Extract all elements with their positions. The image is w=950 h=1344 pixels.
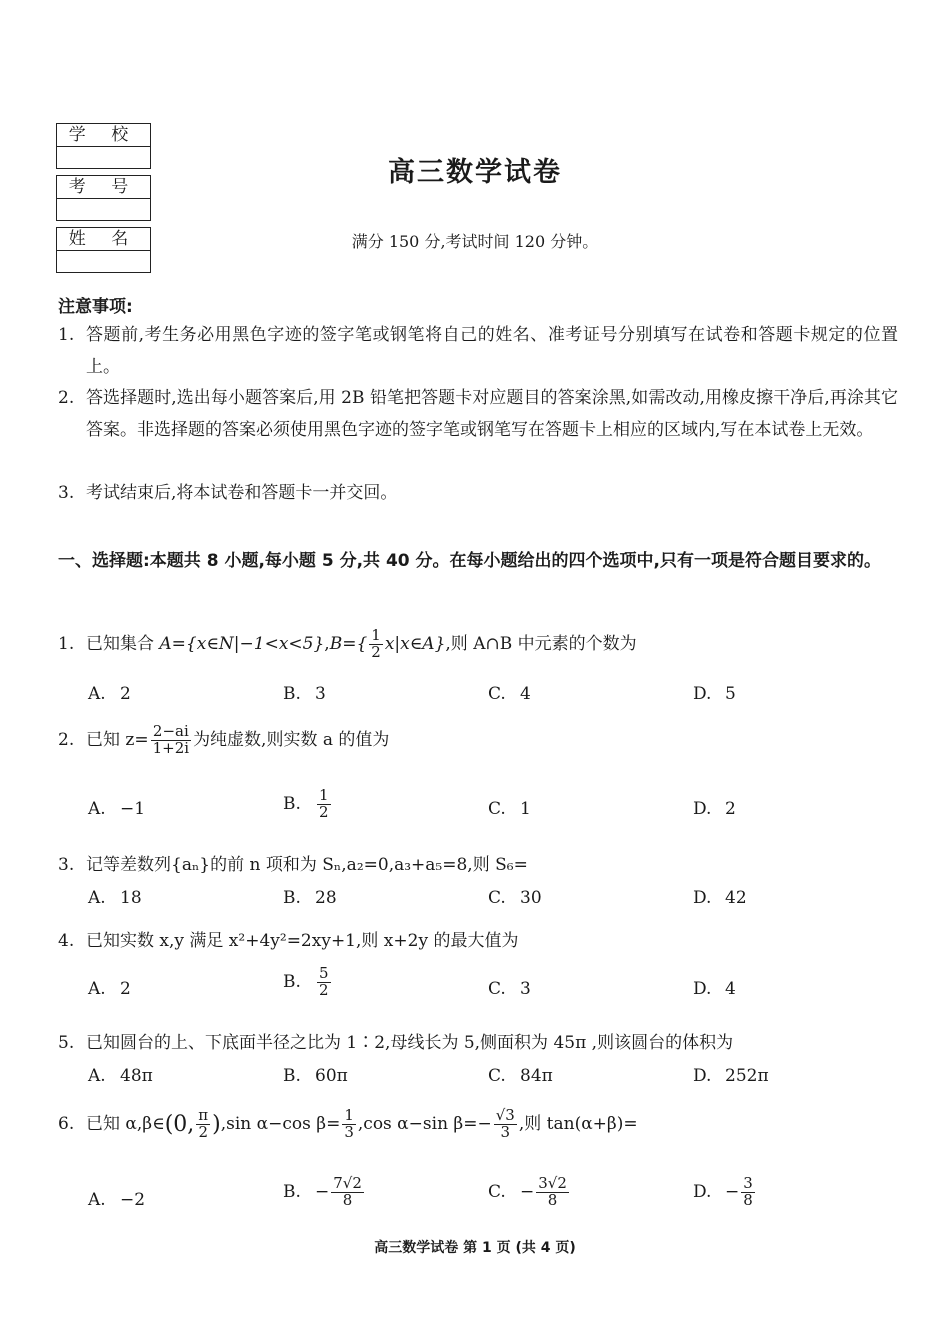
fraction-numerator: 1	[344, 1106, 354, 1124]
option-letter: B.	[283, 971, 301, 992]
option-b	[283, 1176, 366, 1209]
option-d	[693, 1066, 769, 1086]
option-c	[488, 684, 531, 704]
question-number: 4.	[58, 931, 75, 951]
fraction-denominator: 2	[198, 1122, 208, 1141]
note-number: 1.	[58, 325, 75, 345]
option-letter: C.	[488, 888, 506, 908]
fraction	[741, 1176, 755, 1209]
option-a	[88, 684, 131, 704]
fraction-denominator: 1+2i	[152, 738, 190, 757]
option-letter: A.	[88, 888, 106, 908]
option-sign: −	[315, 1181, 330, 1202]
option-letter: B.	[283, 684, 301, 704]
fraction-numerator: √3	[495, 1106, 515, 1124]
exam-number-label: 考 号	[57, 176, 150, 199]
option-letter: A.	[88, 799, 106, 819]
option-letter: A.	[88, 1066, 106, 1086]
option-d	[693, 1176, 757, 1209]
fraction	[494, 1108, 517, 1141]
option-value: 2	[725, 799, 736, 819]
fraction-numerator: 1	[371, 626, 381, 644]
question-2	[58, 724, 389, 757]
option-value: 28	[315, 888, 337, 908]
set-a: A={x∈N|−1<x<5}	[159, 633, 325, 654]
question-number: 6.	[58, 1113, 75, 1134]
option-a	[88, 799, 145, 819]
fraction-denominator: 8	[342, 1190, 353, 1209]
option-c	[488, 979, 531, 999]
option-value: 5	[725, 684, 736, 704]
exam-number-field	[57, 199, 150, 220]
option-c	[488, 1066, 553, 1086]
fraction-denominator: 3	[500, 1122, 511, 1141]
question-text: 为纯虚数,则实数 a 的值为	[193, 729, 390, 750]
option-letter: D.	[693, 979, 712, 999]
fraction	[151, 724, 191, 757]
fraction-numerator: 7√2	[333, 1174, 362, 1192]
option-letter: A.	[88, 979, 106, 999]
option-letter: C.	[488, 1181, 506, 1202]
option-value: 4	[725, 979, 736, 999]
question-text: 已知 α,β∈	[86, 1113, 165, 1134]
fraction-denominator: 2	[319, 802, 329, 821]
fraction-denominator: 8	[547, 1190, 558, 1209]
option-d	[693, 888, 747, 908]
option-value: 2	[120, 979, 131, 999]
option-value: −2	[120, 1190, 146, 1210]
question-1	[58, 628, 637, 661]
question-text: ,则 A∩B 中元素的个数为	[445, 633, 637, 654]
option-letter: D.	[693, 684, 712, 704]
fraction	[331, 1176, 364, 1209]
fraction	[196, 1108, 210, 1141]
question-text: ,cos α−sin β=−	[357, 1113, 492, 1134]
option-b	[283, 888, 337, 908]
option-c	[488, 1176, 571, 1209]
option-letter: B.	[283, 793, 301, 814]
note-text: 答题前,考生务必用黑色字迹的签字笔或钢笔将自己的姓名、准考证号分别填写在试卷和答题卡规定的位置上。	[86, 325, 898, 377]
name-label: 姓 名	[57, 228, 150, 251]
option-value: 42	[725, 888, 747, 908]
fraction	[317, 788, 331, 821]
question-6	[58, 1108, 638, 1141]
question-number: 3.	[58, 855, 75, 875]
question-number: 1.	[58, 633, 75, 654]
question-5	[58, 1028, 733, 1053]
option-value: 18	[120, 888, 142, 908]
note-1	[58, 319, 898, 383]
option-a	[88, 1066, 153, 1086]
option-sign: −	[725, 1181, 740, 1202]
option-c	[488, 888, 542, 908]
fraction-numerator: 1	[319, 786, 329, 804]
question-text: 记等差数列{aₙ}的前 n 项和为 Sₙ,a₂=0,a₃+a₅=8,则 S₆=	[86, 855, 528, 875]
option-letter: D.	[693, 1066, 712, 1086]
fraction	[317, 966, 331, 999]
fraction-numerator: 2−ai	[152, 722, 189, 740]
option-letter: D.	[693, 799, 712, 819]
option-letter: A.	[88, 684, 106, 704]
option-letter: C.	[488, 684, 506, 704]
fraction-numerator: 3√2	[538, 1174, 567, 1192]
option-letter: B.	[283, 1066, 301, 1086]
fraction-numerator: 3	[743, 1174, 753, 1192]
option-value: 3	[315, 684, 326, 704]
question-number: 2.	[58, 729, 75, 750]
note-text: 答选择题时,选出每小题答案后,用 2B 铅笔把答题卡对应题目的答案涂黑,如需改动,用橡皮擦干净后,再涂其它答案。非选择题的答案必须使用黑色字迹的签字笔或钢笔写在答题卡上相应的区域内,写在本试卷上无效。	[86, 388, 898, 440]
question-text: 已知圆台的上、下底面半径之比为 1∶2,母线长为 5,侧面积为 45π ,则该圆台的体积为	[86, 1033, 734, 1053]
option-a	[88, 1190, 145, 1210]
option-letter: C.	[488, 1066, 506, 1086]
notes-heading: 注意事项:	[58, 297, 133, 317]
option-value: 48π	[120, 1066, 153, 1086]
question-3	[58, 850, 528, 875]
note-number: 2.	[58, 388, 75, 408]
fraction	[369, 628, 383, 661]
option-b	[283, 1066, 348, 1086]
note-2	[58, 382, 898, 446]
option-letter: A.	[88, 1190, 106, 1210]
option-d	[693, 979, 736, 999]
option-value: 2	[120, 684, 131, 704]
option-letter: C.	[488, 799, 506, 819]
option-sign: −	[520, 1181, 535, 1202]
name-field	[57, 251, 150, 272]
option-letter: D.	[693, 1181, 712, 1202]
interval-close: )	[212, 1111, 221, 1137]
option-a	[88, 888, 142, 908]
option-d	[693, 799, 736, 819]
option-a	[88, 979, 131, 999]
question-text: 已知 z=	[86, 729, 149, 750]
option-value: 4	[520, 684, 531, 704]
set-b-start: B={	[329, 633, 368, 654]
question-text: 已知实数 x,y 满足 x²+4y²=2xy+1,则 x+2y 的最大值为	[86, 931, 519, 951]
option-value: 84π	[520, 1066, 553, 1086]
exam-subtitle: 满分 150 分,考试时间 120 分钟。	[351, 232, 599, 251]
option-value: 3	[520, 979, 531, 999]
option-letter: B.	[283, 888, 301, 908]
fraction-denominator: 8	[743, 1190, 753, 1209]
option-letter: C.	[488, 979, 506, 999]
question-text: ,则 tan(α+β)=	[518, 1113, 638, 1134]
fraction-denominator: 2	[319, 980, 329, 999]
interval-open: (0,	[164, 1111, 195, 1137]
option-d	[693, 684, 736, 704]
set-b-end: x|x∈A}	[384, 633, 446, 654]
option-letter: B.	[283, 1181, 301, 1202]
option-value: −1	[120, 799, 146, 819]
option-value: 252π	[725, 1066, 769, 1086]
option-value: 1	[520, 799, 531, 819]
page-title: 高三数学试卷	[388, 157, 562, 188]
fraction	[536, 1176, 569, 1209]
page-footer: 高三数学试卷 第 1 页 (共 4 页)	[374, 1240, 576, 1256]
question-text: ,	[324, 633, 330, 654]
note-3	[58, 477, 898, 509]
fraction-denominator: 3	[344, 1122, 354, 1141]
question-text: 已知集合	[86, 633, 160, 654]
question-number: 5.	[58, 1033, 75, 1053]
option-b	[283, 788, 333, 821]
fraction	[342, 1108, 356, 1141]
fraction-numerator: π	[198, 1106, 209, 1124]
option-b	[283, 966, 333, 999]
fraction-denominator: 2	[371, 642, 381, 661]
question-text: ,sin α−cos β=	[220, 1113, 341, 1134]
option-value: 30	[520, 888, 542, 908]
option-value: 60π	[315, 1066, 348, 1086]
note-number: 3.	[58, 483, 75, 503]
question-4	[58, 926, 518, 951]
school-label: 学 校	[57, 124, 150, 147]
section-heading: 一、选择题:本题共 8 小题,每小题 5 分,共 40 分。在每小题给出的四个选项中,只有一项是符合题目要求的。	[58, 551, 881, 571]
option-letter: D.	[693, 888, 712, 908]
note-text: 考试结束后,将本试卷和答题卡一并交回。	[86, 483, 398, 503]
option-c	[488, 799, 531, 819]
fraction-numerator: 5	[319, 964, 329, 982]
option-b	[283, 684, 326, 704]
